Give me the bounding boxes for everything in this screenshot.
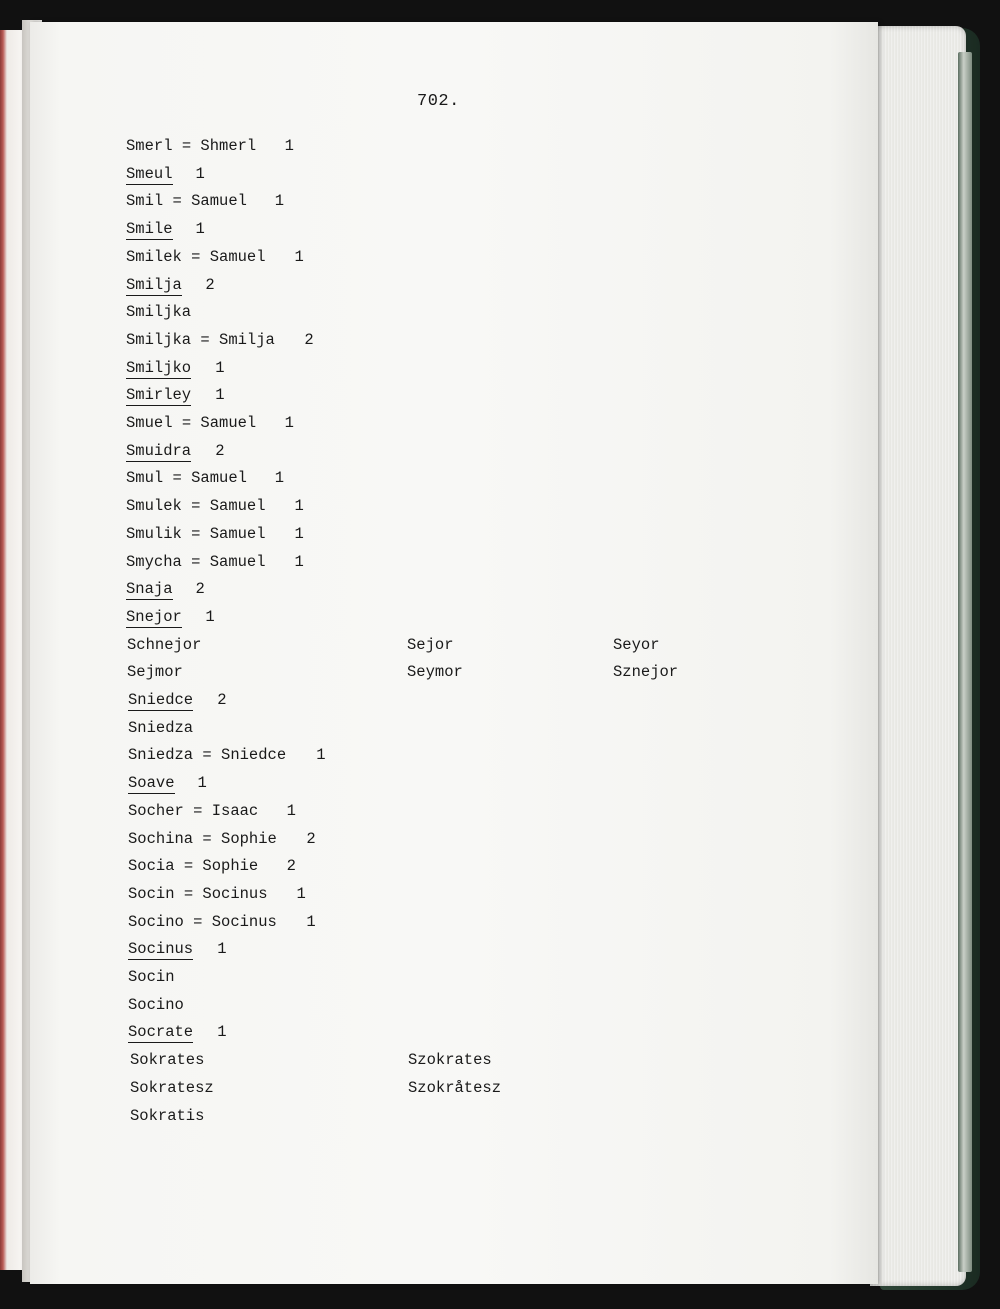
occurrence-count: 1 [274,192,284,211]
headword-entry [126,164,173,184]
equals-sign: = [193,829,222,848]
entry-name: Smiljka [126,303,192,322]
variant-entry [128,912,277,932]
equivalent-name: Samuel [209,247,266,266]
equivalent-name: Socinus [202,884,268,903]
occurrence-count: 1 [215,386,225,405]
occurrence-count: 2 [306,829,316,848]
occurrence-count: 1 [296,884,306,903]
variant-entry [126,413,256,433]
headword-entry [126,441,191,461]
entry-name: Smuel [126,414,173,432]
headword-name: Snejor [126,607,182,626]
page-stack-edge [870,26,966,1286]
equivalent-name: Smilja [219,330,275,349]
equivalent-name: Sniedce [221,746,287,765]
headword-name: Socrate [128,1023,194,1042]
variant-spelling: Sejmor [127,663,183,682]
equals-sign: = [191,330,220,349]
variant-spelling: Sokratesz [130,1078,214,1097]
occurrence-count: 2 [304,330,314,349]
headword-entry [128,1022,193,1042]
occurrence-count: 1 [284,137,294,155]
equivalent-name: Samuel [200,414,257,432]
equals-sign: = [174,884,203,903]
equals-sign: = [174,857,203,876]
occurrence-count: 2 [205,275,215,294]
variant-entry [126,524,266,544]
occurrence-count: 2 [286,857,296,876]
headword-entry [126,385,191,405]
entry-name: Smycha [126,552,182,571]
headword-entry [128,939,193,959]
occurrence-count: 1 [284,414,294,432]
variant-entry [126,247,266,267]
entry-name: Sochina [128,829,194,848]
variant-entry [128,967,175,987]
headword-name: Soave [128,774,175,793]
occurrence-count: 1 [306,912,316,931]
headword-entry [126,219,173,239]
variant-spelling: Seymor [407,663,463,682]
headword-name: Sniedce [128,691,194,709]
entry-name: Smul [126,469,164,488]
equals-sign: = [181,497,210,516]
equals-sign: = [172,414,201,432]
entry-name: Smerl [126,137,173,155]
equals-sign: = [183,801,212,820]
entry-name: Smiljka [126,330,192,349]
headword-name: Socinus [128,940,194,959]
entry-name: Smulik [126,524,182,543]
equals-sign: = [193,746,222,765]
equivalent-name: Samuel [209,497,266,516]
headword-name: Smirley [126,386,192,405]
variant-spelling: Sznejor [613,663,679,682]
entry-name: Socin [128,968,175,986]
occurrence-count: 1 [274,469,284,488]
variant-entry [128,884,268,904]
equals-sign: = [163,469,192,488]
headword-entry [126,358,191,378]
variant-spelling: Szokråtesz [408,1078,502,1097]
variant-spelling: Sokrates [130,1051,205,1070]
headword-name: Smuidra [126,441,192,460]
equivalent-name: Shmerl [200,137,257,155]
book-spine-edge [958,52,972,1272]
entry-name: Sniedza [128,746,194,765]
headword-name: Snaja [126,580,173,599]
equals-sign: = [181,552,210,571]
variant-entry [126,191,247,211]
occurrence-count: 2 [195,580,205,599]
entry-name: Sniedza [128,718,194,737]
equivalent-name: Sophie [221,829,277,848]
headword-name: Smeul [126,164,173,183]
variant-entry [126,496,266,516]
equivalent-name: Samuel [209,524,266,543]
equivalent-name: Samuel [191,469,247,488]
occurrence-count: 1 [294,497,304,516]
variant-spelling: Schnejor [127,635,202,654]
equals-sign: = [163,192,192,211]
headword-entry [126,607,182,627]
variant-entry [128,718,193,738]
variant-entry [128,745,286,765]
variant-spelling: Szokrates [408,1051,492,1070]
occurrence-count: 1 [205,607,215,626]
variant-entry [126,302,191,322]
headword-entry [126,579,173,599]
equals-sign: = [172,137,201,155]
entry-name: Socin [128,884,175,903]
entry-name: Socino [128,912,184,931]
entry-name: Socino [128,995,184,1014]
variant-entry [128,829,277,849]
occurrence-count: 2 [217,691,227,709]
occurrence-count: 1 [217,940,227,959]
equivalent-name: Samuel [209,552,266,571]
occurrence-count: 1 [195,164,205,183]
equals-sign: = [183,912,212,931]
equals-sign: = [181,247,210,266]
entry-name: Smilek [126,247,182,266]
variant-entry [128,856,258,876]
entry-name: Smulek [126,497,182,516]
entry-name: Socher [128,801,184,820]
variant-spelling: Sejor [407,635,454,654]
variant-entry [126,136,256,156]
equivalent-name: Isaac [211,801,259,820]
occurrence-count: 1 [286,801,296,820]
occurrence-count: 1 [294,552,304,571]
occurrence-count: 1 [316,746,326,765]
variant-entry [126,330,275,350]
equals-sign: = [181,524,210,543]
equivalent-name: Samuel [191,192,247,211]
variant-spelling: Sokratis [130,1106,205,1125]
page-number: 702. [417,92,460,111]
occurrence-count: 2 [215,441,225,460]
headword-entry [128,690,193,710]
occurrence-count: 1 [197,774,207,793]
variant-entry [126,468,247,488]
variant-entry [128,995,184,1015]
variant-entry [126,552,266,572]
variant-spelling: Seyor [613,635,660,654]
occurrence-count: 1 [217,1023,227,1042]
occurrence-count: 1 [195,220,205,239]
headword-entry [128,773,175,793]
occurrence-count: 1 [294,247,304,266]
headword-name: Smile [126,220,173,239]
variant-entry [128,801,258,821]
occurrence-count: 1 [294,524,304,543]
headword-name: Smilja [126,275,182,294]
equivalent-name: Socinus [211,912,277,931]
headword-name: Smiljko [126,358,192,377]
occurrence-count: 1 [215,358,225,377]
entry-name: Socia [128,857,175,876]
equivalent-name: Sophie [202,857,259,876]
entry-name: Smil [126,192,164,211]
headword-entry [126,275,182,295]
